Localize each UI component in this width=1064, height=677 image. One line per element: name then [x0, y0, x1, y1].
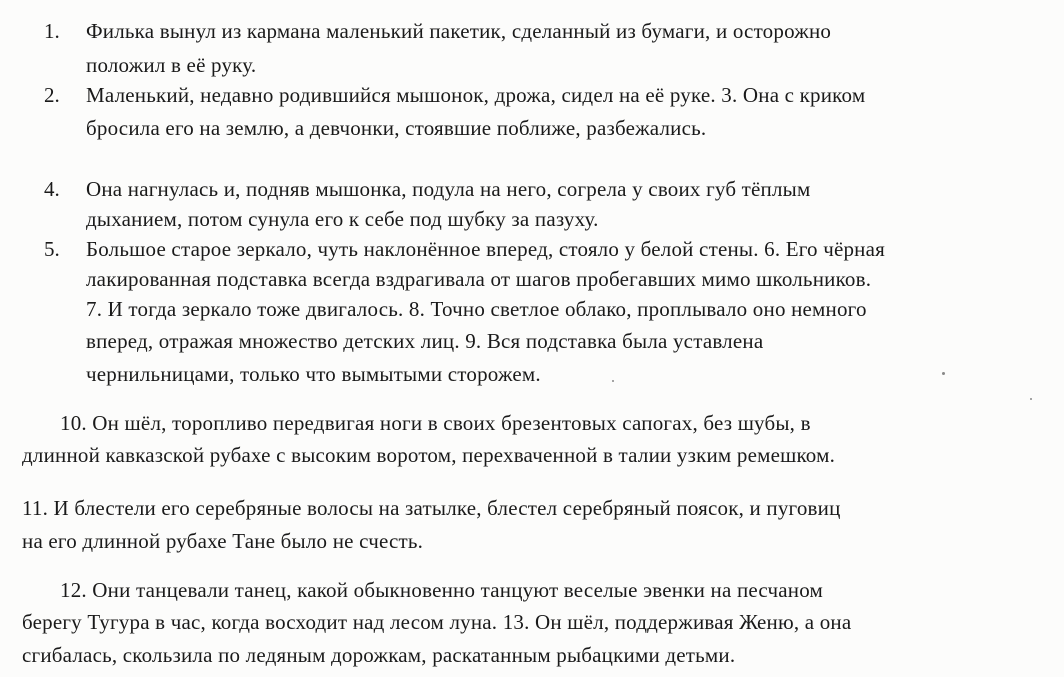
text-line-12: 10. Он шёл, торопливо передвигая ноги в своих брезентовых сапогах, без шубы, в [60, 411, 811, 435]
text-line-13: длинной кавказской рубахе с высоким воротом, перехваченной в талии узким ремешком. [22, 443, 836, 467]
item-number-4: 4. [44, 177, 60, 201]
text-line-15: на его длинной рубахе Тане было не счесть. [22, 529, 424, 553]
text-line-9: 7. И тогда зеркало тоже двигалось. 8. Точно светлое облако, проплывало оно немного [86, 297, 867, 321]
text-line-4: бросила его на землю, а девчонки, стоявшие поближе, разбежались. [86, 116, 707, 140]
text-line-18: сгибалась, скользила по ледяным дорожкам, раскатанным рыбацкими детьми. [22, 643, 736, 667]
text-line-14: 11. И блестели его серебряные волосы на затылке, блестел серебряный поясок, и пуговиц [22, 496, 841, 520]
text-line-16: 12. Они танцевали танец, какой обыкновенно танцуют веселые эвенки на песчаном [60, 578, 824, 602]
item-number-2: 2. [44, 83, 60, 107]
text-line-8: лакированная подставка всегда вздрагивала от шагов пробегавших мимо школьников. [86, 267, 872, 291]
scan-speck [612, 380, 614, 382]
item-number-1: 1. [44, 19, 60, 43]
text-line-17: берегу Тугура в час, когда восходит над лесом луна. 13. Он шёл, поддерживая Женю, а она [22, 610, 852, 634]
text-line-11: чернильницами, только что вымытыми сторожем. [86, 362, 541, 386]
text-line-5: Она нагнулась и, подняв мышонка, подула на него, согрела у своих губ тёплым [86, 177, 811, 201]
text-line-1: Филька вынул из кармана маленький пакетик, сделанный из бумаги, и осторожно [86, 19, 832, 43]
text-line-7: Большое старое зеркало, чуть наклонённое вперед, стояло у белой стены. 6. Его чёрная [86, 237, 885, 261]
scan-speck [1030, 398, 1032, 400]
scan-speck [942, 372, 945, 375]
item-number-5: 5. [44, 237, 60, 261]
text-line-10: вперед, отражая множество детских лиц. 9. Вся подставка была уставлена [86, 329, 764, 353]
text-line-3: Маленький, недавно родившийся мышонок, дрожа, сидел на её руке. 3. Она с криком [86, 83, 866, 107]
text-line-2: положил в её руку. [86, 53, 257, 77]
text-line-6: дыханием, потом сунула его к себе под шубку за пазуху. [86, 207, 599, 231]
